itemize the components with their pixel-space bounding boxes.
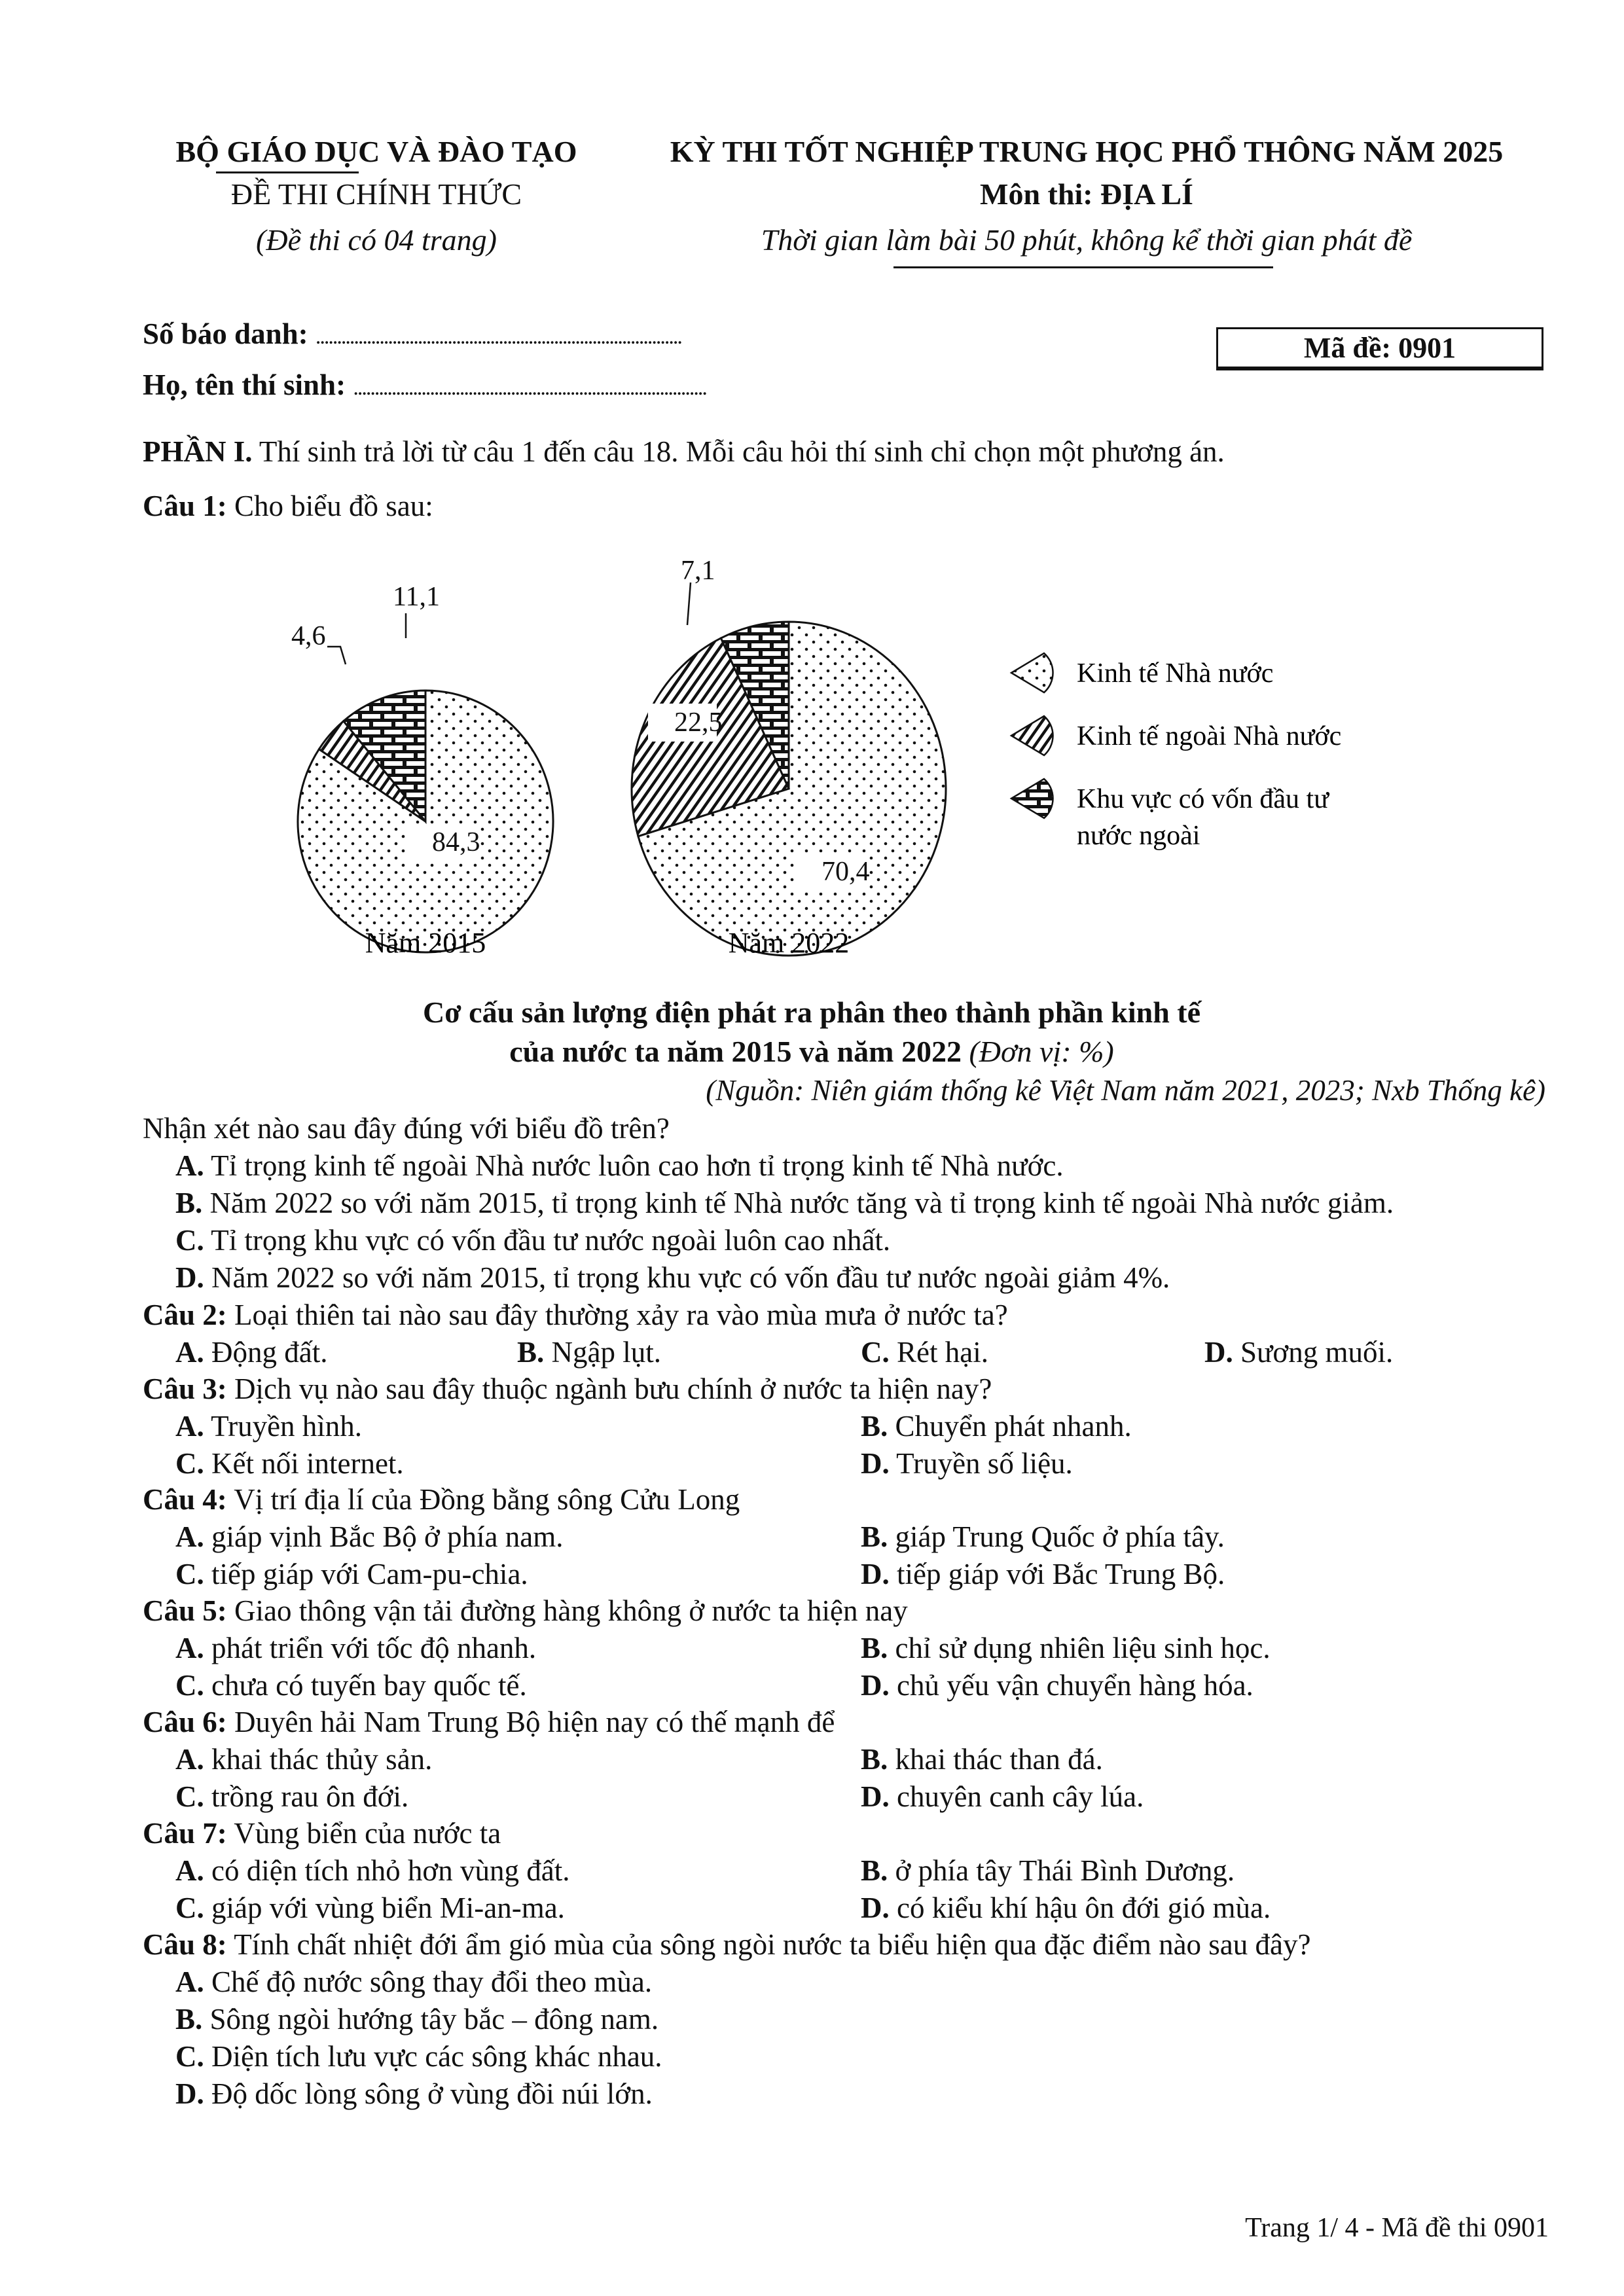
pages-note: (Đề thi có 04 trang) xyxy=(256,223,497,257)
answer-option-d[interactable] xyxy=(861,1780,1144,1814)
option-key: B. xyxy=(861,1632,888,1664)
option-key: C. xyxy=(175,1447,204,1480)
option-key: A. xyxy=(175,1336,204,1369)
part-title: PHẦN I. xyxy=(143,435,253,468)
option-text: chuyên canh cây lúa. xyxy=(889,1780,1144,1813)
question-4 xyxy=(143,1482,740,1516)
question-text: Dịch vụ nào sau đây thuộc ngành bưu chính ở nước ta hiện nay? xyxy=(226,1372,992,1405)
question-text: Giao thông vận tải đường hàng không ở nước ta hiện nay xyxy=(226,1594,908,1627)
official-exam-label: ĐỀ THI CHÍNH THỨC xyxy=(230,177,522,211)
option-key: C. xyxy=(175,2040,204,2073)
answer-option-c[interactable] xyxy=(175,1891,565,1925)
time-note-underline xyxy=(893,266,1273,268)
option-key: D. xyxy=(1204,1336,1233,1369)
chart-title-line1: Cơ cấu sản lượng điện phát ra phân theo thành phần kinh tế xyxy=(422,996,1201,1029)
option-text: Truyền số liệu. xyxy=(889,1447,1073,1480)
answer-option-b[interactable] xyxy=(861,1631,1271,1665)
option-key: D. xyxy=(861,1669,890,1702)
answer-option-c[interactable] xyxy=(175,1780,408,1814)
question-text: Loại thiên tai nào sau đây thường xảy ra vào mùa mưa ở nước ta? xyxy=(226,1299,1008,1331)
answer-option-d[interactable] xyxy=(861,1891,1271,1925)
chart-title-line2 xyxy=(164,1034,1460,1069)
question-7 xyxy=(143,1816,501,1850)
option-text: khai thác thủy sản. xyxy=(204,1743,433,1776)
question-label: Câu 7: xyxy=(143,1817,227,1850)
option-key: B. xyxy=(517,1336,545,1369)
legend-label: Kinh tế ngoài Nhà nước xyxy=(1077,721,1342,751)
candidate-number-dots: ...................................................................................... xyxy=(315,325,681,349)
question-text: Cho biểu đồ sau: xyxy=(226,490,433,522)
answer-option-d[interactable] xyxy=(175,1261,1170,1295)
question-label: Câu 3: xyxy=(143,1372,227,1405)
answer-option-d[interactable] xyxy=(861,1557,1225,1591)
option-text: có diện tích nhỏ hơn vùng đất. xyxy=(204,1854,570,1887)
option-text: giáp vịnh Bắc Bộ ở phía nam. xyxy=(204,1520,564,1553)
option-text: giáp với vùng biển Mi-an-ma. xyxy=(204,1892,565,1924)
option-key: C. xyxy=(175,1224,204,1257)
exam-title: KỲ THI TỐT NGHIỆP TRUNG HỌC PHỔ THÔNG NĂM 2025 xyxy=(670,135,1504,168)
question-3 xyxy=(143,1372,992,1406)
option-text: Động đất. xyxy=(204,1336,328,1369)
value-label: 7,1 xyxy=(681,556,715,586)
option-text: Năm 2022 so với năm 2015, tỉ trọng kinh tế Nhà nước tăng và tỉ trọng kinh tế ngoài Nhà nước giảm. xyxy=(202,1187,1394,1219)
answer-option-a[interactable] xyxy=(175,1149,1064,1183)
option-text: trồng rau ôn đới. xyxy=(204,1780,409,1813)
answer-option-a[interactable] xyxy=(175,1520,563,1554)
option-text: chỉ sử dụng nhiên liệu sinh học. xyxy=(888,1632,1271,1664)
question-5 xyxy=(143,1594,908,1628)
option-text: Độ dốc lòng sông ở vùng đồi núi lớn. xyxy=(204,2077,653,2110)
option-text: ở phía tây Thái Bình Dương. xyxy=(888,1854,1235,1887)
option-key: C. xyxy=(175,1780,204,1813)
ministry-underline xyxy=(216,171,359,173)
ministry-name: BỘ GIÁO DỤC VÀ ĐÀO TẠO xyxy=(175,135,577,168)
option-text: phát triển với tốc độ nhanh. xyxy=(204,1632,537,1664)
answer-option-b[interactable] xyxy=(861,1520,1225,1554)
value-label: 11,1 xyxy=(393,582,440,612)
exam-code-box xyxy=(1216,327,1543,370)
option-text: Chuyển phát nhanh. xyxy=(888,1410,1132,1443)
part-instruction-text: Thí sinh trả lời từ câu 1 đến câu 18. Mỗi câu hỏi thí sinh chỉ chọn một phương án. xyxy=(252,435,1225,468)
candidate-number-field[interactable] xyxy=(143,315,681,355)
option-text: Năm 2022 so với năm 2015, tỉ trọng khu vực có vốn đầu tư nước ngoài giảm 4%. xyxy=(204,1261,1170,1294)
answer-option-b[interactable] xyxy=(861,1409,1132,1443)
chart-source: (Nguồn: Niên giám thống kê Việt Nam năm 2021, 2023; Nxb Thống kê) xyxy=(706,1074,1545,1107)
option-text: Sông ngòi hướng tây bắc – đông nam. xyxy=(202,2003,659,2036)
answer-option-c[interactable] xyxy=(861,1335,988,1369)
option-key: A. xyxy=(175,1149,204,1182)
candidate-name-label: Họ, tên thí sinh: xyxy=(143,368,346,401)
candidate-number-label: Số báo danh: xyxy=(143,317,308,350)
option-key: D. xyxy=(861,1558,890,1590)
option-text: tiếp giáp với Bắc Trung Bộ. xyxy=(889,1558,1225,1590)
question-1-prompt: Nhận xét nào sau đây đúng với biểu đồ trên? xyxy=(143,1112,670,1145)
option-text: Kết nối internet. xyxy=(204,1447,404,1480)
option-key: A. xyxy=(175,1520,204,1553)
option-key: D. xyxy=(861,1780,890,1813)
chart-title-line2-text: của nước ta năm 2015 và năm 2022 xyxy=(509,1035,962,1068)
option-text: Tỉ trọng kinh tế ngoài Nhà nước luôn cao hơn tỉ trọng kinh tế Nhà nước. xyxy=(204,1149,1064,1182)
answer-option-c[interactable] xyxy=(175,2039,662,2073)
option-key: B. xyxy=(861,1410,888,1443)
pie-year-label: Năm 2015 xyxy=(365,927,486,959)
option-key: A. xyxy=(175,1965,204,1998)
answer-option-b[interactable] xyxy=(517,1335,661,1369)
answer-option-b[interactable] xyxy=(175,1186,1394,1220)
answer-option-d[interactable] xyxy=(861,1446,1073,1480)
legend-swatch-hatch-icon xyxy=(1011,716,1053,755)
option-key: C. xyxy=(861,1336,890,1369)
option-key: B. xyxy=(175,1187,203,1219)
answer-option-c[interactable] xyxy=(175,1446,404,1480)
legend-swatch-brick-icon xyxy=(1011,779,1053,818)
option-key: B. xyxy=(175,2003,203,2036)
question-label: Câu 6: xyxy=(143,1706,227,1738)
option-text: Sương muối. xyxy=(1233,1336,1394,1369)
option-text: giáp Trung Quốc ở phía tây. xyxy=(888,1520,1225,1553)
answer-option-d[interactable] xyxy=(175,2077,653,2111)
option-key: D. xyxy=(861,1447,890,1480)
answer-option-a[interactable] xyxy=(175,1409,362,1443)
option-key: D. xyxy=(175,2077,204,2110)
question-8 xyxy=(143,1928,1310,1962)
value-label: 84,3 xyxy=(432,827,480,857)
option-key: C. xyxy=(175,1558,204,1590)
answer-option-d[interactable] xyxy=(1204,1335,1393,1369)
part-instruction xyxy=(143,433,1225,470)
answer-option-a[interactable] xyxy=(175,1335,327,1369)
answer-option-a[interactable] xyxy=(175,1965,652,1999)
pie-chart-figure xyxy=(249,524,1460,982)
candidate-name-field[interactable] xyxy=(143,367,706,406)
answer-option-a[interactable] xyxy=(175,1631,536,1665)
subject-label: Môn thi: ĐỊA LÍ xyxy=(980,177,1193,211)
question-text: Vị trí địa lí của Đồng bằng sông Cửu Long xyxy=(226,1483,740,1516)
option-key: B. xyxy=(861,1854,888,1887)
question-text: Duyên hải Nam Trung Bộ hiện nay có thế mạnh để xyxy=(226,1706,835,1738)
option-key: C. xyxy=(175,1669,204,1702)
question-label: Câu 2: xyxy=(143,1299,227,1331)
value-label: 70,4 xyxy=(821,857,870,887)
option-text: chủ yếu vận chuyển hàng hóa. xyxy=(889,1669,1254,1702)
legend-label-line2: nước ngoài xyxy=(1077,821,1200,851)
answer-option-c[interactable] xyxy=(175,1668,527,1702)
option-text: Tỉ trọng khu vực có vốn đầu tư nước ngoài luôn cao nhất. xyxy=(204,1224,891,1257)
question-text: Vùng biển của nước ta xyxy=(226,1817,501,1850)
page-footer: Trang 1/ 4 - Mã đề thi 0901 xyxy=(1245,2213,1549,2243)
option-key: D. xyxy=(175,1261,204,1294)
answer-option-a[interactable] xyxy=(175,1854,569,1888)
question-label: Câu 4: xyxy=(143,1483,227,1516)
option-text: Chế độ nước sông thay đổi theo mùa. xyxy=(204,1965,653,1998)
option-text: Truyền hình. xyxy=(204,1410,363,1443)
answer-option-b[interactable] xyxy=(861,1854,1235,1888)
option-key: A. xyxy=(175,1743,204,1776)
option-text: có kiểu khí hậu ôn đới gió mùa. xyxy=(889,1892,1271,1924)
option-text: Rét hại. xyxy=(889,1336,988,1369)
option-text: Ngập lụt. xyxy=(544,1336,661,1369)
question-label: Câu 8: xyxy=(143,1928,227,1961)
question-6 xyxy=(143,1705,835,1739)
option-key: B. xyxy=(861,1520,888,1553)
legend-swatch-dots-icon xyxy=(1011,653,1053,692)
leader-line xyxy=(327,647,346,664)
answer-option-c[interactable] xyxy=(175,1223,890,1257)
chart-unit: (Đơn vị: %) xyxy=(969,1035,1114,1068)
legend-label: Kinh tế Nhà nước xyxy=(1077,658,1274,689)
option-key: D. xyxy=(861,1892,890,1924)
candidate-name-dots: ................................................................................... xyxy=(353,376,706,400)
option-key: A. xyxy=(175,1854,204,1887)
answer-option-d[interactable] xyxy=(861,1668,1254,1702)
option-key: A. xyxy=(175,1410,204,1443)
option-key: C. xyxy=(175,1892,204,1924)
answer-option-b[interactable] xyxy=(175,2002,659,2036)
option-text: khai thác than đá. xyxy=(888,1743,1103,1776)
exam-code: Mã đề: 0901 xyxy=(1303,332,1456,364)
answer-option-a[interactable] xyxy=(175,1742,432,1776)
question-2 xyxy=(143,1298,1008,1332)
option-text: Diện tích lưu vực các sông khác nhau. xyxy=(204,2040,662,2073)
option-key: B. xyxy=(861,1743,888,1776)
time-note: Thời gian làm bài 50 phút, không kể thời gian phát đề xyxy=(761,223,1413,257)
question-text: Tính chất nhiệt đới ẩm gió mùa của sông ngòi nước ta biểu hiện qua đặc điểm nào sau đây? xyxy=(226,1928,1311,1961)
question-label: Câu 1: xyxy=(143,490,227,522)
question-1 xyxy=(143,488,433,524)
pie-year-label: Năm 2022 xyxy=(728,927,850,959)
answer-option-c[interactable] xyxy=(175,1557,528,1591)
leader-line xyxy=(687,583,691,625)
answer-option-b[interactable] xyxy=(861,1742,1103,1776)
option-text: tiếp giáp với Cam-pu-chia. xyxy=(204,1558,528,1590)
question-label: Câu 5: xyxy=(143,1594,227,1627)
value-label: 4,6 xyxy=(291,621,326,651)
option-text: chưa có tuyến bay quốc tế. xyxy=(204,1669,527,1702)
value-label: 22,5 xyxy=(674,708,723,738)
legend-label: Khu vực có vốn đầu tư xyxy=(1077,784,1329,814)
option-key: A. xyxy=(175,1632,204,1664)
